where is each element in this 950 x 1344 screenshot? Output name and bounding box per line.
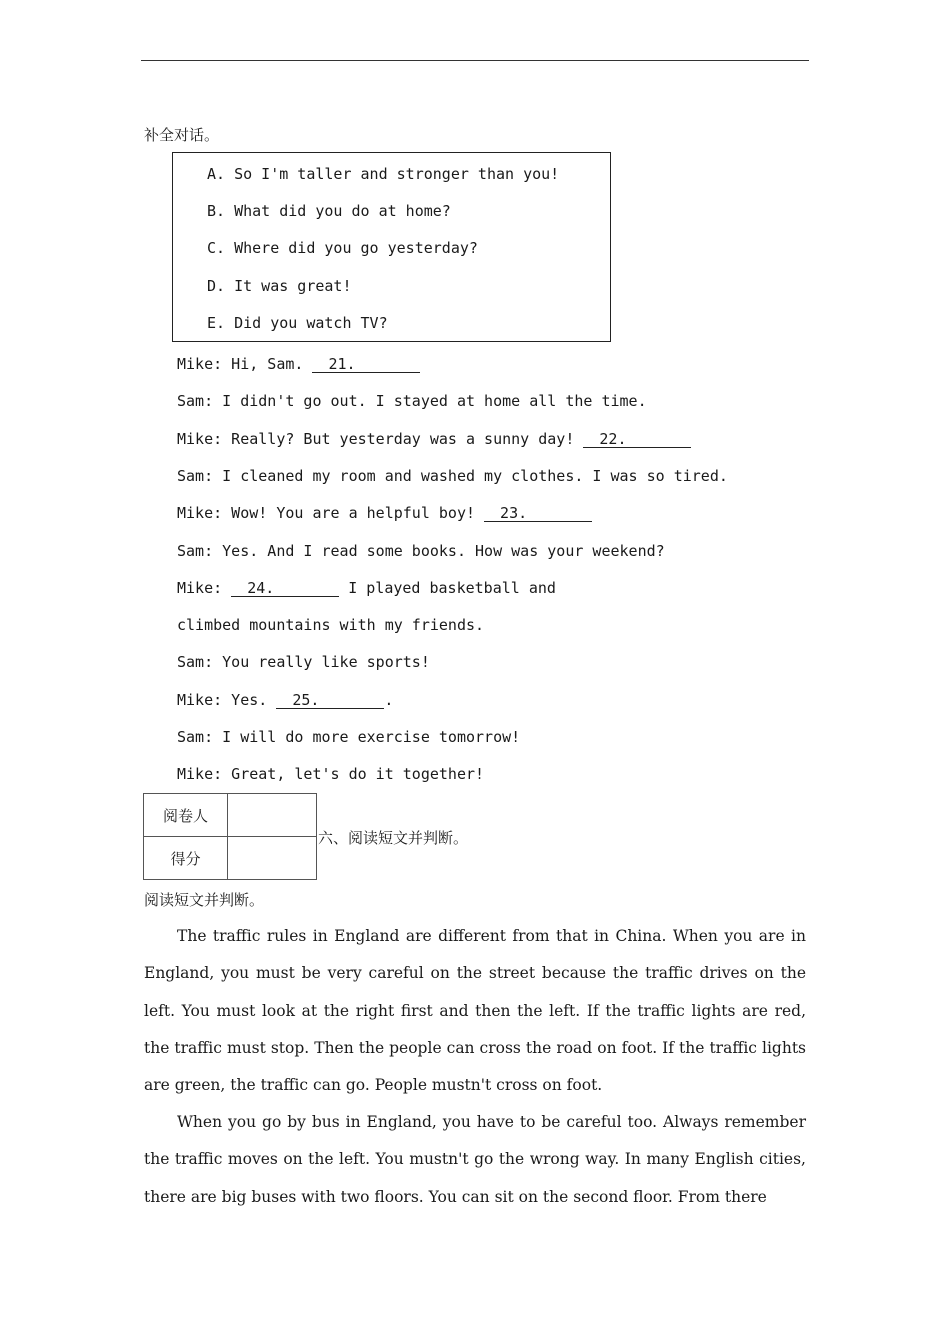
dialogue-line [177,728,520,746]
dialogue-text: climbed mountains with my friends. [177,616,485,635]
option-d: D. It was great! [207,277,352,295]
dialogue-text: Mike: Hi, Sam. [177,355,313,373]
dialogue-text: Mike: [177,578,232,597]
dialogue-line [177,504,592,522]
score-table [143,793,317,880]
reading-section-title: 六、阅读短文并判断。 [318,829,469,847]
dialogue-line [177,579,556,597]
dialogue-text: Mike: Wow! You are a helpful boy! [177,504,485,523]
dialogue-text: Sam: You really like sports! [177,653,430,672]
dialogue-text: Mike: Great, let's do it together! [177,765,485,784]
score-label: 得分 [144,837,228,880]
dialogue-line [177,392,647,410]
dialogue-text: . [384,690,394,709]
answer-blank[interactable]: 22. [583,431,691,448]
option-c: C. Where did you go yesterday? [207,239,478,257]
dialogue-text: Mike: Yes. [177,690,277,709]
reading-instruction: 阅读短文并判断。 [144,891,265,909]
option-e: E. Did you watch TV? [207,314,388,332]
dialogue-text: Sam: I will do more exercise tomorrow! [177,728,521,746]
dialogue-line [177,691,393,709]
reviewer-label: 阅卷人 [144,794,228,837]
options-box [172,152,611,342]
dialogue-text: Mike: Really? But yesterday was a sunny day! [177,429,584,448]
dialogue-text: Sam: I cleaned my room and washed my clothes. I was so tired. [177,466,728,485]
answer-blank[interactable]: 24. [231,580,339,597]
reviewer-cell [228,794,317,837]
header-rule [141,60,809,61]
dialogue-text: I played basketball and [339,578,556,597]
passage-paragraph: When you go by bus in England, you have to be careful too. Always remember the traffic moves on the left. You mustn't go the wrong way. In many English cities, there are big buses with two floors. You can sit on the second floor. From there [144,1113,806,1206]
option-a: A. So I'm taller and stronger than you! [207,165,560,183]
score-cell [228,837,317,880]
answer-blank[interactable]: 25. [276,692,384,709]
option-b: B. What did you do at home? [207,202,451,220]
dialogue-line [177,765,484,783]
passage-paragraph: The traffic rules in England are different from that in China. When you are in England, you must be very careful on the street because the traffic drives on the left. You must look at the right first and then the left. If the traffic lights are red, the traffic must stop. Then the people can cross the road on foot. If the traffic lights are green, the traffic can go. People mustn't cross on foot. [144,927,806,1095]
dialogue-line [177,467,728,485]
dialogue-line [177,430,691,448]
answer-blank[interactable]: 21. [312,356,420,373]
dialogue-instruction: 补全对话。 [144,126,220,144]
answer-blank[interactable]: 23. [484,505,592,522]
dialogue-line [177,355,420,373]
dialogue-line [177,616,484,634]
dialogue-text: Sam: Yes. And I read some books. How was your weekend? [177,541,665,560]
dialogue-text: Sam: I didn't go out. I stayed at home all the time. [177,392,647,411]
dialogue-line [177,653,430,671]
dialogue-line [177,542,665,560]
